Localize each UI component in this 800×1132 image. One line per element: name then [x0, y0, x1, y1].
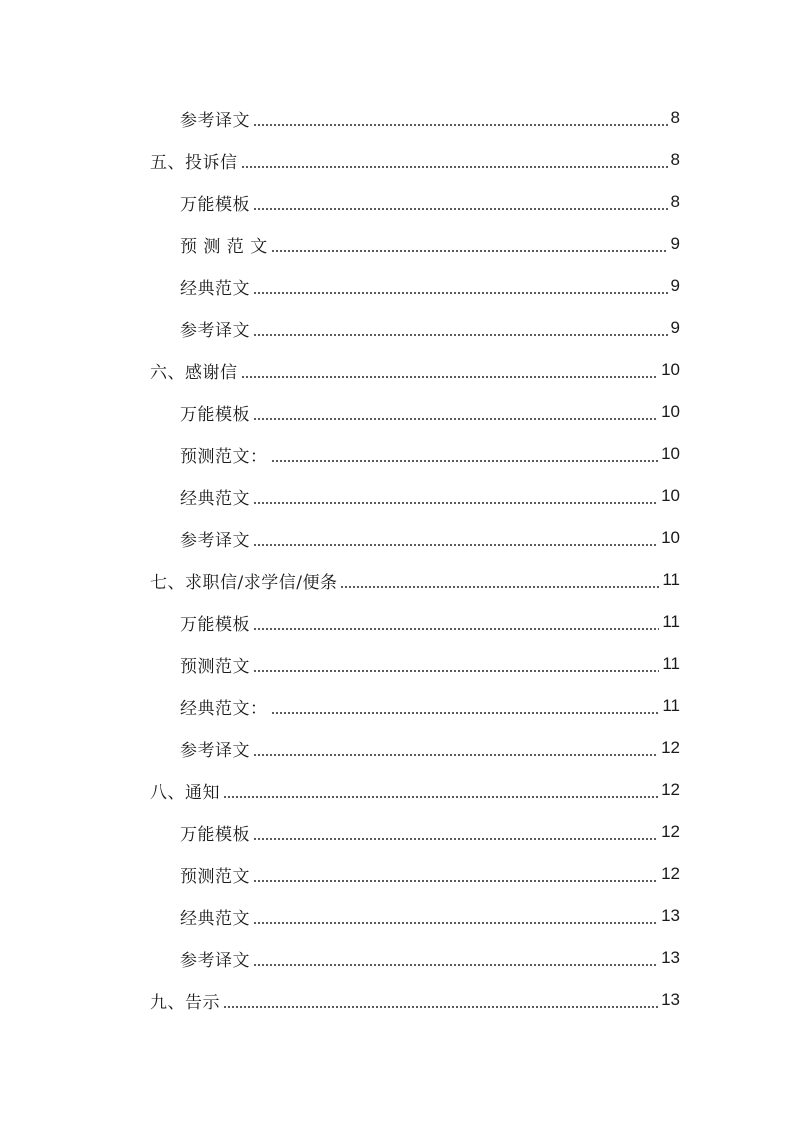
toc-entry[interactable] [0, 601, 800, 643]
dot-leader [223, 796, 658, 798]
toc-entry[interactable] [0, 895, 800, 937]
toc-entry-title: 万能模板 [180, 614, 250, 635]
toc-entry-page: 11 [662, 612, 680, 631]
toc-entry-page: 9 [670, 318, 680, 337]
toc-section-title: 九、告示 [150, 992, 220, 1013]
toc-entry-title: 预测范文： [180, 446, 268, 467]
toc-entry-page: 12 [661, 864, 680, 883]
dot-leader [253, 964, 658, 966]
toc-entry-page: 9 [670, 276, 680, 295]
dot-leader [340, 586, 659, 588]
toc-entry-page: 11 [662, 654, 680, 673]
toc-entry-title: 万能模板 [180, 404, 250, 425]
toc-entry[interactable] [0, 97, 800, 139]
toc-entry-page: 11 [662, 696, 680, 715]
toc-entry-title: 参考译文 [180, 950, 250, 971]
toc-section-page: 11 [662, 570, 680, 589]
toc-entry-page: 10 [661, 528, 680, 547]
toc-entry-title: 预 测 范 文 [180, 236, 268, 257]
toc-entry-page: 12 [661, 738, 680, 757]
toc-entry-page: 10 [661, 486, 680, 505]
toc-entry-title: 参考译文 [180, 320, 250, 341]
dot-leader [253, 670, 659, 672]
toc-entry-title: 经典范文 [180, 488, 250, 509]
toc-entry[interactable] [0, 937, 800, 979]
toc-section-page: 10 [661, 360, 680, 379]
toc-section[interactable] [0, 769, 800, 811]
toc-entry[interactable] [0, 223, 800, 265]
toc-entry-title: 预测范文 [180, 866, 250, 887]
toc-section-page: 12 [661, 780, 680, 799]
toc-entry[interactable] [0, 475, 800, 517]
dot-leader [253, 292, 668, 294]
dot-leader [241, 376, 659, 378]
toc-entry[interactable] [0, 685, 800, 727]
dot-leader [253, 208, 668, 210]
toc-entry-page: 10 [661, 402, 680, 421]
toc-entry-page: 13 [661, 948, 680, 967]
toc-section[interactable] [0, 979, 800, 1021]
dot-leader [253, 124, 668, 126]
table-of-contents [0, 97, 800, 1021]
toc-entry[interactable] [0, 517, 800, 559]
toc-section[interactable] [0, 139, 800, 181]
dot-leader [241, 166, 668, 168]
toc-entry-title: 参考译文 [180, 740, 250, 761]
toc-entry[interactable] [0, 265, 800, 307]
toc-entry[interactable] [0, 811, 800, 853]
dot-leader [253, 334, 668, 336]
toc-entry-page: 8 [670, 108, 680, 127]
toc-entry-page: 8 [670, 192, 680, 211]
dot-leader [253, 502, 658, 504]
dot-leader [253, 838, 658, 840]
toc-entry[interactable] [0, 181, 800, 223]
toc-entry-title: 预测范文 [180, 656, 250, 677]
toc-entry-title: 经典范文： [180, 698, 268, 719]
dot-leader [253, 754, 658, 756]
dot-leader [271, 250, 668, 252]
toc-entry-page: 10 [661, 444, 680, 463]
toc-entry-title: 经典范文 [180, 278, 250, 299]
toc-entry[interactable] [0, 853, 800, 895]
toc-entry[interactable] [0, 307, 800, 349]
toc-entry-title: 经典范文 [180, 908, 250, 929]
toc-entry-title: 参考译文 [180, 110, 250, 131]
toc-entry-title: 参考译文 [180, 530, 250, 551]
dot-leader [223, 1006, 658, 1008]
dot-leader [253, 544, 658, 546]
toc-section-title: 八、通知 [150, 782, 220, 803]
dot-leader [253, 418, 658, 420]
toc-section[interactable] [0, 349, 800, 391]
toc-section-page: 8 [670, 150, 680, 169]
toc-entry[interactable] [0, 433, 800, 475]
dot-leader [253, 628, 659, 630]
toc-entry-page: 12 [661, 822, 680, 841]
toc-section[interactable] [0, 559, 800, 601]
dot-leader [271, 460, 659, 462]
toc-entry[interactable] [0, 643, 800, 685]
dot-leader [253, 922, 658, 924]
toc-section-title: 六、感谢信 [150, 362, 238, 383]
toc-section-title: 七、求职信/求学信/便条 [150, 572, 338, 593]
toc-entry-title: 万能模板 [180, 194, 250, 215]
toc-section-title: 五、投诉信 [150, 152, 238, 173]
toc-entry[interactable] [0, 391, 800, 433]
toc-entry[interactable] [0, 727, 800, 769]
dot-leader [253, 880, 658, 882]
toc-entry-page: 9 [670, 234, 680, 253]
toc-entry-page: 13 [661, 906, 680, 925]
toc-entry-title: 万能模板 [180, 824, 250, 845]
toc-section-page: 13 [661, 990, 680, 1009]
dot-leader [271, 712, 660, 714]
